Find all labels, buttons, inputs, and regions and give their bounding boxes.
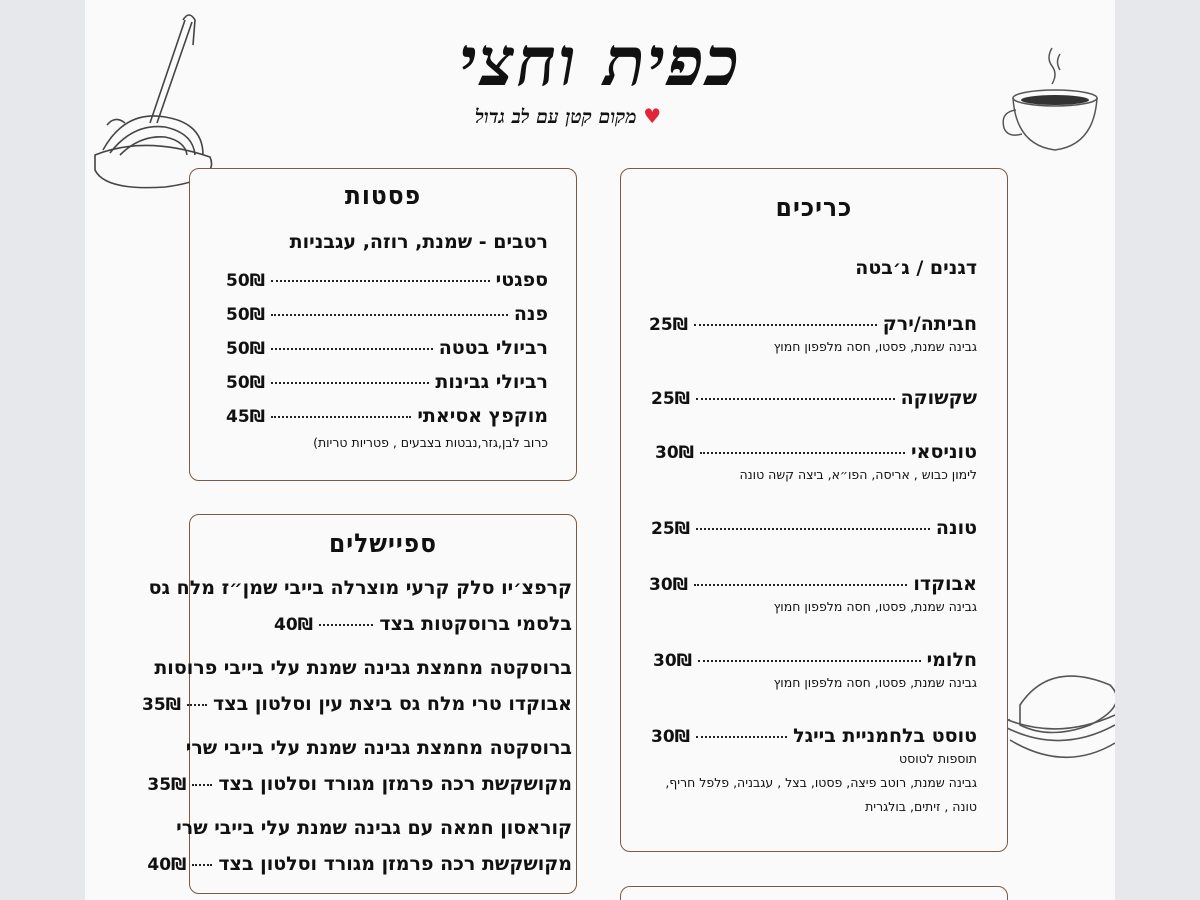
- item-name: אבוקדו: [913, 573, 977, 595]
- special-price-line: [142, 693, 572, 715]
- item-price: 30₪: [649, 575, 689, 595]
- item-name: ספגטי: [495, 269, 548, 291]
- menu-item: [226, 269, 548, 291]
- special-text: אבוקדו טרי מלח גס ביצת עין וסלטון בצד: [213, 693, 572, 715]
- item-price: 45₪: [226, 407, 266, 427]
- item-description: גבינה שמנת, רוטב פיצה, פסטו, בצל , עגבניה, פלפל חריף,: [665, 775, 977, 790]
- special-price-line: [274, 613, 572, 635]
- item-name: שקשוקה: [900, 387, 977, 409]
- item-description: גבינה שמנת, פסטו, חסה מלפפון חמוץ: [773, 599, 977, 614]
- heart-icon: ♥: [643, 104, 662, 128]
- sandwiches-breads: דגנים / ג׳בטה: [855, 257, 977, 279]
- item-price: 50₪: [226, 271, 266, 291]
- menu-item: [655, 441, 977, 463]
- special-price-line: [147, 853, 572, 875]
- item-price: 50₪: [226, 373, 266, 393]
- item-description: גבינה שמנת, פסטו, חסה מלפפון חמוץ: [773, 675, 977, 690]
- menu-item: [226, 337, 548, 359]
- item-description: כרוב לבן,גזר,נבטות בצבעים , פטריות טריות): [313, 435, 548, 450]
- item-description: לימון כבוש , אריסה, הפו״א, ביצה קשה טונה: [739, 467, 977, 482]
- special-line: ברוסקטה מחמצת גבינה שמנת עלי בייבי פרוסות: [154, 657, 572, 679]
- item-price: 40₪: [274, 615, 314, 635]
- menu-item: [226, 405, 548, 427]
- item-name: חלומי: [926, 649, 977, 671]
- item-price: 50₪: [226, 305, 266, 325]
- item-description: גבינה שמנת, פסטו, חסה מלפפון חמוץ: [773, 339, 977, 354]
- menu-item: [651, 517, 977, 539]
- special-price-line: [147, 773, 572, 795]
- pasta-fork-illustration: [85, 5, 225, 195]
- special-text: בלסמי ברוסקטות בצד: [379, 613, 572, 635]
- item-name: טונה: [935, 517, 977, 539]
- menu-page: [85, 0, 1115, 900]
- menu-item: [226, 303, 548, 325]
- item-price: 50₪: [226, 339, 266, 359]
- item-price: 35₪: [142, 695, 182, 715]
- menu-item: [649, 313, 977, 335]
- menu-item: [651, 725, 977, 747]
- item-name: טוניסאי: [911, 441, 977, 463]
- special-line: קוראסון חמאה עם גבינה שמנת עלי בייבי שרי: [176, 817, 572, 839]
- menu-item: [226, 371, 548, 393]
- item-price: 30₪: [655, 443, 695, 463]
- specials-title: ספיישלים: [328, 529, 438, 559]
- pastas-title: פסטות: [344, 181, 422, 211]
- item-price: 25₪: [651, 389, 691, 409]
- special-text: מקושקשת רכה פרמזן מגורד וסלטון בצד: [218, 853, 572, 875]
- item-description: תוספות לטוסט: [899, 751, 977, 766]
- item-price: 40₪: [147, 855, 187, 875]
- sandwiches-section: [620, 168, 1008, 852]
- item-description: טונה , זיתים, בולגרית: [865, 799, 977, 814]
- item-price: 35₪: [147, 775, 187, 795]
- menu-item: [653, 649, 977, 671]
- sandwiches-title: כריכים: [775, 193, 853, 223]
- item-price: 30₪: [653, 651, 693, 671]
- item-name: רביולי בטטה: [438, 337, 548, 359]
- item-price: 25₪: [651, 519, 691, 539]
- tagline-text: מקום קטן עם לב גדול: [475, 106, 637, 128]
- menu-item: [651, 387, 977, 409]
- pastas-section: [189, 168, 577, 481]
- item-name: מוקפץ אסיאתי: [417, 405, 548, 427]
- special-line: קרפצ׳יו סלק קרעי מוצרלה בייבי שמן״ז מלח גס: [148, 577, 572, 599]
- item-name: טוסט בלחמניית בייגל: [793, 725, 977, 747]
- item-name: פנה: [513, 303, 548, 325]
- special-line: ברוסקטה מחמצת גבינה שמנת עלי בייבי שרי: [185, 737, 572, 759]
- next-section: [620, 886, 1008, 900]
- pastas-sauces: רטבים - שמנת, רוזה, עגבניות: [289, 231, 548, 253]
- item-name: חביתה/ירק: [882, 313, 977, 335]
- restaurant-title: כפית וחצי: [458, 22, 742, 102]
- coffee-cup-illustration: [1000, 40, 1105, 160]
- item-price: 30₪: [651, 727, 691, 747]
- item-name: רביולי גבינות: [435, 371, 548, 393]
- special-text: מקושקשת רכה פרמזן מגורד וסלטון בצד: [218, 773, 572, 795]
- specials-section: [142, 514, 577, 894]
- menu-item: [649, 573, 977, 595]
- restaurant-tagline: [475, 104, 661, 129]
- item-price: 25₪: [649, 315, 689, 335]
